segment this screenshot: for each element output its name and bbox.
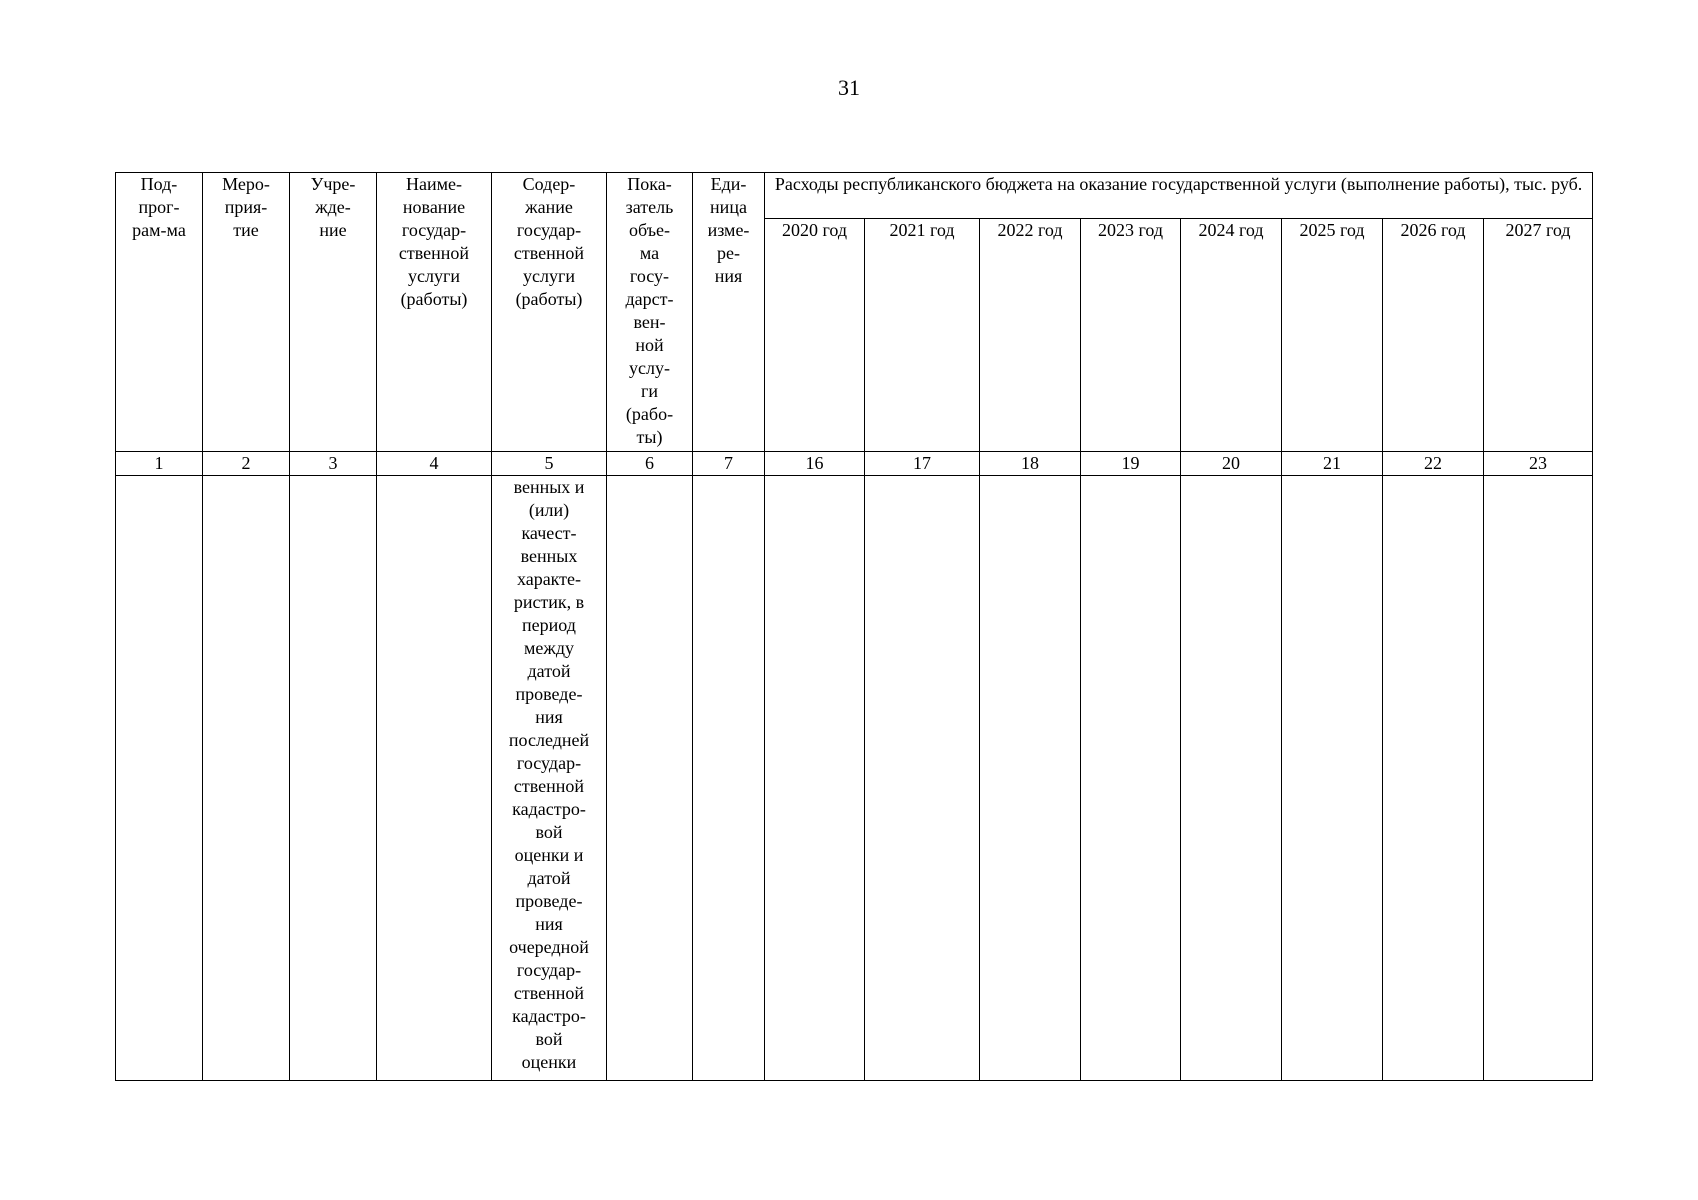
year-header-2022: 2022 год bbox=[980, 219, 1081, 452]
column-header-institution: Учре- жде- ние bbox=[290, 173, 377, 452]
column-number: 3 bbox=[290, 452, 377, 476]
column-header-service-content: Содер- жание государ- ственной услуги (работы) bbox=[492, 173, 607, 452]
year-header-2020: 2020 год bbox=[765, 219, 865, 452]
cell-subprogram bbox=[116, 476, 203, 1081]
cell-2024 bbox=[1181, 476, 1282, 1081]
cell-2025 bbox=[1282, 476, 1383, 1081]
budget-table bbox=[115, 172, 1593, 1081]
column-number: 1 bbox=[116, 452, 203, 476]
column-header-unit: Еди- ница изме- ре- ния bbox=[693, 173, 765, 452]
column-number: 23 bbox=[1484, 452, 1593, 476]
cell-2023 bbox=[1081, 476, 1181, 1081]
column-number: 16 bbox=[765, 452, 865, 476]
column-header-volume-indicator: Пока- затель объе- ма госу- дарст- вен- ной услу- ги (рабо- ты) bbox=[607, 173, 693, 452]
table-row bbox=[116, 476, 1593, 1081]
column-number: 7 bbox=[693, 452, 765, 476]
cell-volume-indicator bbox=[607, 476, 693, 1081]
year-header-2024: 2024 год bbox=[1181, 219, 1282, 452]
column-number: 6 bbox=[607, 452, 693, 476]
spending-header: Расходы республиканского бюджета на оказание государственной услуги (выполнение работы), тыс. руб. bbox=[765, 173, 1593, 219]
column-number: 20 bbox=[1181, 452, 1282, 476]
column-number: 22 bbox=[1383, 452, 1484, 476]
column-header-event: Меро- прия- тие bbox=[203, 173, 290, 452]
year-header-2021: 2021 год bbox=[865, 219, 980, 452]
cell-unit bbox=[693, 476, 765, 1081]
column-header-subprogram: Под- прог- рам-ма bbox=[116, 173, 203, 452]
column-number: 18 bbox=[980, 452, 1081, 476]
cell-service-name bbox=[377, 476, 492, 1081]
column-number: 5 bbox=[492, 452, 607, 476]
page-number: 31 bbox=[838, 75, 860, 100]
cell-2021 bbox=[865, 476, 980, 1081]
column-number: 4 bbox=[377, 452, 492, 476]
cell-event bbox=[203, 476, 290, 1081]
column-header-service-name: Наиме- нование государ- ственной услуги (работы) bbox=[377, 173, 492, 452]
cell-2027 bbox=[1484, 476, 1593, 1081]
cell-2020 bbox=[765, 476, 865, 1081]
cell-2026 bbox=[1383, 476, 1484, 1081]
cell-2022 bbox=[980, 476, 1081, 1081]
year-header-2023: 2023 год bbox=[1081, 219, 1181, 452]
year-header-2025: 2025 год bbox=[1282, 219, 1383, 452]
column-number: 17 bbox=[865, 452, 980, 476]
cell-institution bbox=[290, 476, 377, 1081]
column-number: 19 bbox=[1081, 452, 1181, 476]
column-number: 21 bbox=[1282, 452, 1383, 476]
year-header-2027: 2027 год bbox=[1484, 219, 1593, 452]
column-number-row bbox=[116, 452, 1593, 476]
column-number: 2 bbox=[203, 452, 290, 476]
cell-service-content: венных и (или) качест- венных характе- ристик, в период между датой проведе- ния последней государ- ственной кадастро- вой оценки и датой проведе- ния очередной государ- ственной кадастро- вой оценки bbox=[492, 476, 607, 1081]
year-header-2026: 2026 год bbox=[1383, 219, 1484, 452]
